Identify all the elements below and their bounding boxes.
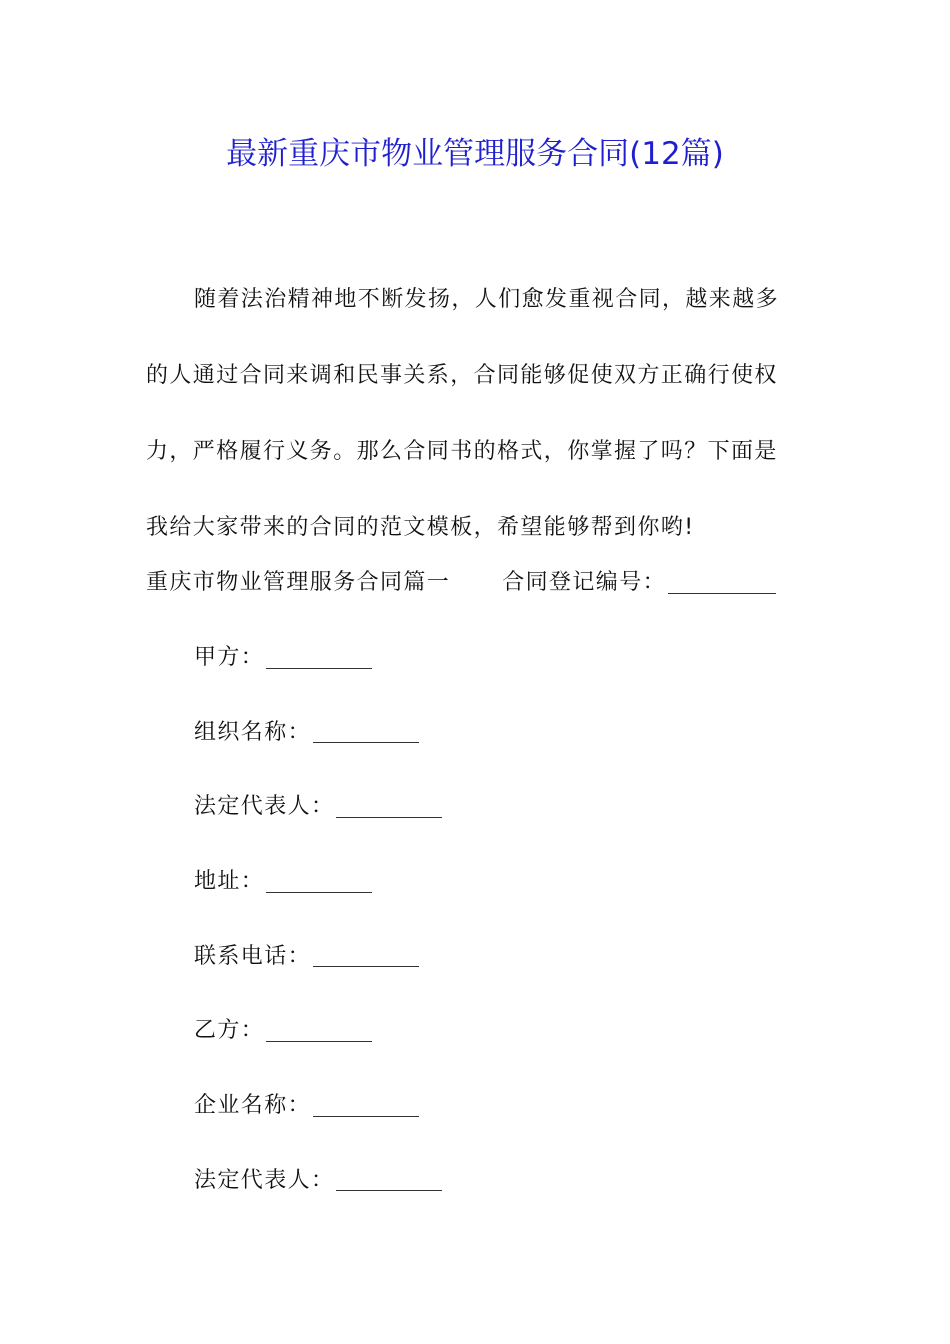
intro-line: 的人通过合同来调和民事关系，合同能够促使双方正确行使权 bbox=[146, 363, 778, 388]
intro-line: 力，严格履行义务。那么合同书的格式，你掌握了吗？下面是 bbox=[146, 439, 778, 464]
legal-representative-b-blank[interactable] bbox=[336, 1170, 442, 1191]
intro-paragraph bbox=[146, 262, 806, 566]
organization-name-blank[interactable] bbox=[313, 722, 419, 743]
field-legal-representative-b bbox=[146, 1144, 826, 1219]
field-label: 组织名称： bbox=[194, 719, 312, 745]
field-address bbox=[146, 845, 826, 920]
intro-line: 随着法治精神地不断发扬，人们愈发重视合同，越来越多 bbox=[194, 287, 780, 312]
field-phone bbox=[146, 920, 826, 995]
field-party-b bbox=[146, 994, 826, 1069]
address-blank[interactable] bbox=[266, 872, 372, 893]
registration-label: 合同登记编号： bbox=[502, 570, 667, 595]
field-legal-representative-a bbox=[146, 770, 826, 845]
field-enterprise-name bbox=[146, 1069, 826, 1144]
field-label: 地址： bbox=[194, 869, 265, 895]
registration-number-blank[interactable] bbox=[668, 573, 776, 594]
field-organization-name bbox=[146, 696, 826, 771]
field-party-a bbox=[146, 621, 826, 696]
section-heading-row bbox=[146, 545, 826, 621]
party-b-blank[interactable] bbox=[266, 1021, 372, 1042]
document-title: 最新重庆市物业管理服务合同(12篇) bbox=[226, 136, 724, 172]
field-label: 联系电话： bbox=[194, 943, 312, 969]
party-a-blank[interactable] bbox=[266, 648, 372, 669]
field-label: 乙方： bbox=[194, 1018, 265, 1044]
phone-blank[interactable] bbox=[313, 946, 419, 967]
field-label: 企业名称： bbox=[194, 1093, 312, 1119]
intro-line: 我给大家带来的合同的范文模板，希望能够帮到你哟! bbox=[146, 515, 695, 540]
section-heading: 重庆市物业管理服务合同篇一 bbox=[146, 570, 451, 595]
field-label: 法定代表人： bbox=[194, 794, 335, 820]
contract-fields bbox=[146, 545, 826, 1219]
legal-representative-a-blank[interactable] bbox=[336, 797, 442, 818]
field-label: 法定代表人： bbox=[194, 1167, 335, 1193]
field-label: 甲方： bbox=[194, 645, 265, 670]
enterprise-name-blank[interactable] bbox=[313, 1096, 419, 1117]
